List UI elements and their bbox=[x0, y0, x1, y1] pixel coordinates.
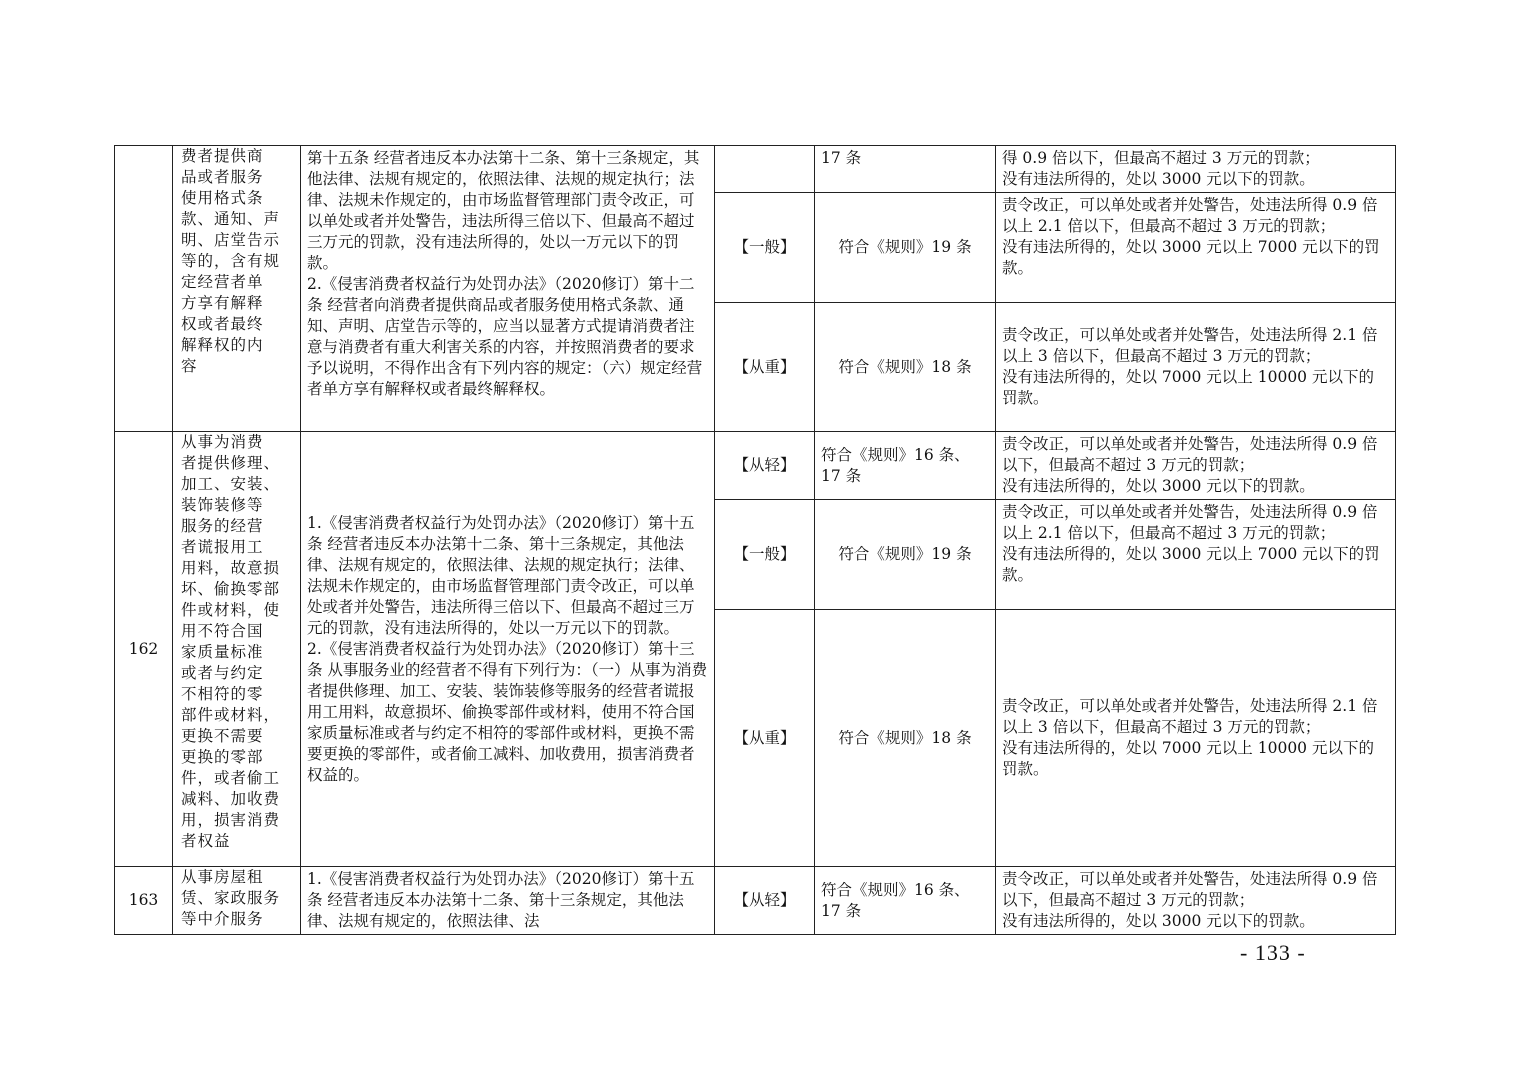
table-row bbox=[115, 146, 1396, 193]
item-number: 163 bbox=[115, 867, 173, 935]
penalty-level: 【从轻】 bbox=[715, 432, 815, 500]
applicable-condition: 17 条 bbox=[815, 146, 996, 193]
penalty-standard: 责令改正，可以单处或者并处警告，处违法所得 0.9 倍以下，但最高不超过 3 万元的罚款； 没有违法所得的，处以 3000 元以下的罚款。 bbox=[996, 867, 1396, 935]
item-number bbox=[115, 146, 173, 432]
penalty-standard: 得 0.9 倍以下，但最高不超过 3 万元的罚款； 没有违法所得的，处以 3000 元以下的罚款。 bbox=[996, 146, 1396, 193]
legal-basis: 1.《侵害消费者权益行为处罚办法》（2020修订）第十五条 经营者违反本办法第十二条、第十三条规定，其他法律、法规有规定的，依照法律、法规的规定执行；法律、法规未作规定的，由市场监督管理部门责令改正，可以单处或者并处警告，违法所得三倍以下、但最高不超过三万元的罚款，没有违法所得的，处以一万元以下的罚款。 2.《侵害消费者权益行为处罚办法》（2020修订）第十三条 从事服务业的经营者不得有下列行为：（一）从事为消费者提供修理、加工、安装、装饰装修等服务的经营者谎报用工用料，故意损坏、偷换零部件或材料，使用不符合国家质量标准或者与约定不相符的零部件或材料，更换不需要更换的零部件，或者偷工减料、加收费用，损害消费者权益的。 bbox=[301, 432, 715, 867]
table-row bbox=[115, 867, 1396, 935]
applicable-condition: 符合《规则》16 条、17 条 bbox=[815, 867, 996, 935]
applicable-condition: 符合《规则》18 条 bbox=[815, 610, 996, 867]
penalty-standard: 责令改正，可以单处或者并处警告，处违法所得 0.9 倍以下，但最高不超过 3 万元的罚款； 没有违法所得的，处以 3000 元以下的罚款。 bbox=[996, 432, 1396, 500]
item-number: 162 bbox=[115, 432, 173, 867]
penalty-level: 【从重】 bbox=[715, 303, 815, 432]
table-row bbox=[115, 432, 1396, 500]
applicable-condition: 符合《规则》18 条 bbox=[815, 303, 996, 432]
penalty-level: 【从重】 bbox=[715, 610, 815, 867]
page-number: - 133 - bbox=[1240, 940, 1306, 965]
legal-basis: 第十五条 经营者违反本办法第十二条、第十三条规定，其他法律、法规有规定的，依照法律、法规的规定执行；法律、法规未作规定的，由市场监督管理部门责令改正，可以单处或者并处警告，违法所得三倍以下、但最高不超过三万元的罚款，没有违法所得的，处以一万元以下的罚款。 2.《侵害消费者权益行为处罚办法》（2020修订）第十二条 经营者向消费者提供商品或者服务使用格式条款、通知、声明、店堂告示等的，应当以显著方式提请消费者注意与消费者有重大利害关系的内容，并按照消费者的要求予以说明，不得作出含有下列内容的规定：（六）规定经营者单方享有解释权或者最终解释权。 bbox=[301, 146, 715, 432]
violation-description: 从事为消费 者提供修理、 加工、安装、 装饰装修等 服务的经营 者谎报用工 用料，故意损 坏、偷换零部 件或材料，使 用不符合国 家质量标准 或者与约定 不相符的零 部件或材料， 更换不需要 更换的零部 件，或者偷工 减料、加收费 用，损害消费 者权益 bbox=[173, 432, 301, 867]
violation-description: 费者提供商 品或者服务 使用格式条 款、通知、声 明、店堂告示 等的，含有规 定经营者单 方享有解释 权或者最终 解释权的内 容 bbox=[173, 146, 301, 432]
violation-description: 从事房屋租 赁、家政服务 等中介服务 bbox=[173, 867, 301, 935]
penalty-standard: 责令改正，可以单处或者并处警告，处违法所得 0.9 倍以上 2.1 倍以下，但最高不超过 3 万元的罚款； 没有违法所得的，处以 3000 元以上 7000 元以下的罚款。 bbox=[996, 193, 1396, 303]
penalty-level bbox=[715, 146, 815, 193]
penalty-level: 【一般】 bbox=[715, 500, 815, 610]
applicable-condition: 符合《规则》16 条、17 条 bbox=[815, 432, 996, 500]
applicable-condition: 符合《规则》19 条 bbox=[815, 193, 996, 303]
applicable-condition: 符合《规则》19 条 bbox=[815, 500, 996, 610]
penalty-level: 【从轻】 bbox=[715, 867, 815, 935]
penalty-standard: 责令改正，可以单处或者并处警告，处违法所得 2.1 倍以上 3 倍以下，但最高不超过 3 万元的罚款； 没有违法所得的，处以 7000 元以上 10000 元以下的罚款。 bbox=[996, 610, 1396, 867]
penalty-standard: 责令改正，可以单处或者并处警告，处违法所得 2.1 倍以上 3 倍以下，但最高不超过 3 万元的罚款； 没有违法所得的，处以 7000 元以上 10000 元以下的罚款。 bbox=[996, 303, 1396, 432]
penalty-standard: 责令改正，可以单处或者并处警告，处违法所得 0.9 倍以上 2.1 倍以下，但最高不超过 3 万元的罚款； 没有违法所得的，处以 3000 元以上 7000 元以下的罚款。 bbox=[996, 500, 1396, 610]
legal-basis: 1.《侵害消费者权益行为处罚办法》（2020修订）第十五条 经营者违反本办法第十二条、第十三条规定，其他法律、法规有规定的，依照法律、法 bbox=[301, 867, 715, 935]
penalty-level: 【一般】 bbox=[715, 193, 815, 303]
penalty-standards-table bbox=[114, 145, 1396, 935]
